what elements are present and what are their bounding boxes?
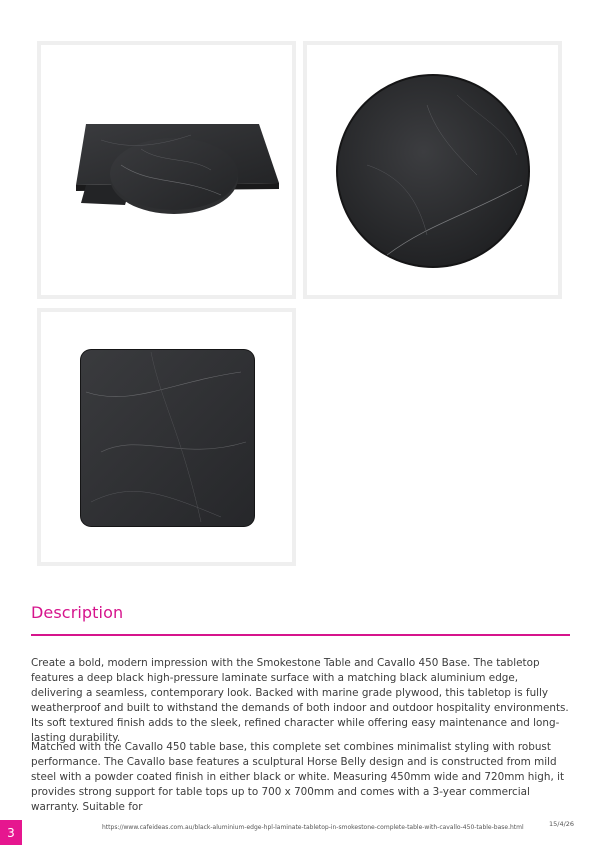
square-tabletop-photo bbox=[41, 312, 292, 562]
product-image-round bbox=[303, 41, 562, 299]
heading-divider bbox=[31, 634, 570, 636]
print-date: 15/4/26 bbox=[549, 820, 575, 828]
source-url[interactable]: https://www.cafeideas.com.au/black-aluminium-edge-hpl-laminate-tabletop-in-smokestone-complete-table-with-cavallo-450-table-base.html bbox=[102, 824, 524, 831]
page-number: 3 bbox=[0, 820, 22, 845]
description-paragraph: Create a bold, modern impression with the Smokestone Table and Cavallo 450 Base. The tabletop features a deep black high-pressure laminate surface with a matching black aluminium edge, delivering a seamless, contemporary look. Backed with marine grade plywood, this tabletop is fully weatherproof and built to withstand the demands of both indoor and outdoor hospitality environments. Its soft textured finish adds to the sleek, refined character while offering easy maintenance and long-lasting durability. bbox=[31, 657, 569, 745]
description-heading: Description bbox=[31, 603, 124, 622]
round-tabletop-photo bbox=[307, 45, 558, 295]
tabletops-angled-photo bbox=[41, 45, 292, 295]
product-image-angled bbox=[37, 41, 296, 299]
product-image-square bbox=[37, 308, 296, 566]
description-paragraph: Matched with the Cavallo 450 table base, this complete set combines minimalist styling with robust performance. The Cavallo base features a sculptural Horse Belly design and is constructed from mild steel with a powder coated finish in either black or white. Measuring 450mm wide and 720mm high, it provides strong support for table tops up to 700 x 700mm and comes with a 3-year commercial warranty. Suitable for bbox=[31, 741, 565, 814]
